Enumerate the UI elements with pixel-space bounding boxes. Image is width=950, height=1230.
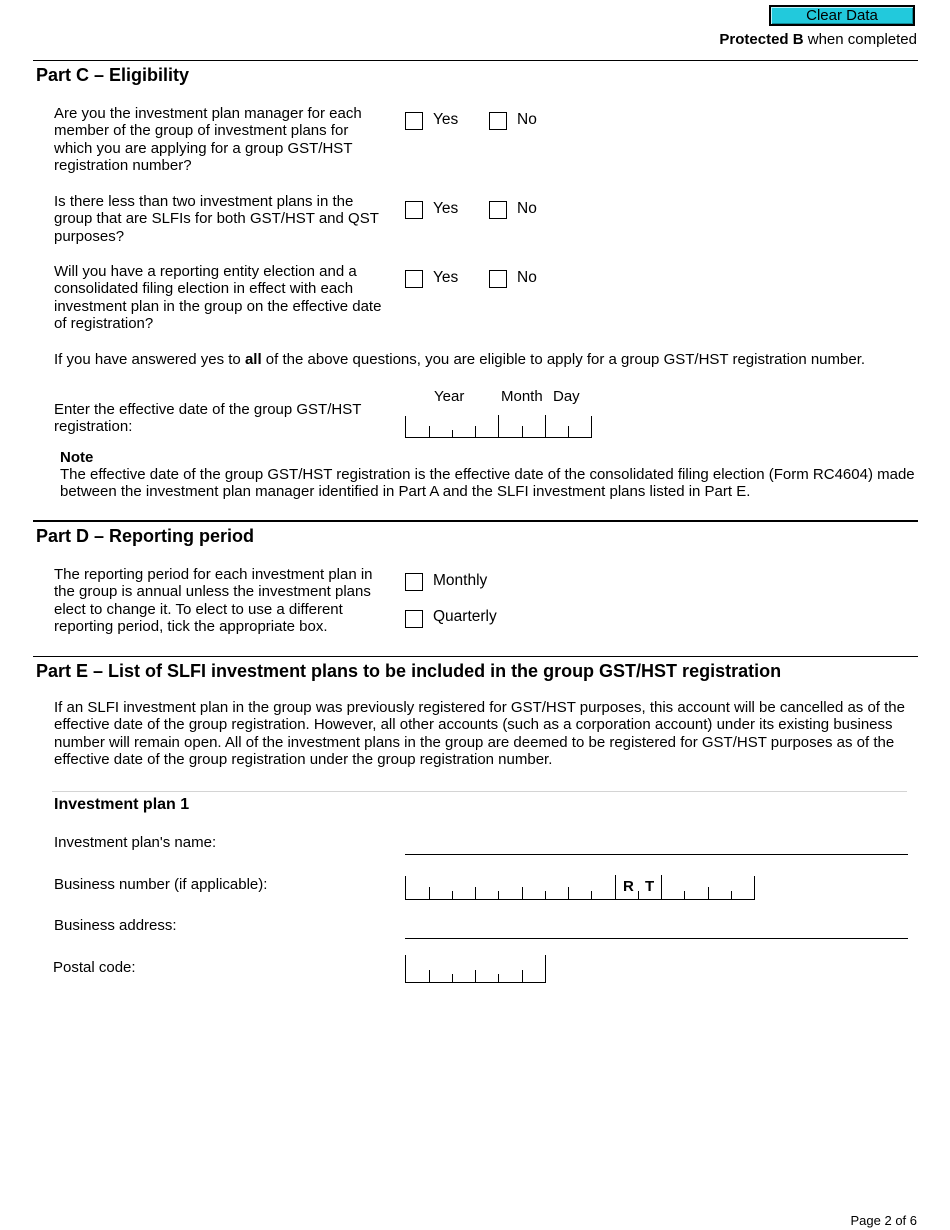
question-1-text: Are you the investment plan manager for each member of the group of investment plans for which you are applying for a group GST/HST registration number? [54, 105, 362, 174]
question-3-text: Will you have a reporting entity election and a consolidated filing election in effect with each investment plan in the group on the effective date of registration? [54, 263, 382, 332]
monthly-checkbox[interactable] [405, 573, 423, 591]
note-title: Note [60, 449, 94, 466]
question-1-yes-label: Yes [433, 111, 459, 128]
clear-data-button[interactable]: Clear Data [769, 5, 915, 26]
business-number-input[interactable] [405, 876, 755, 900]
bn-t-letter: T [645, 878, 655, 895]
day-label: Day [553, 388, 580, 405]
business-address-label: Business address: [54, 917, 177, 934]
note-text: The effective date of the group GST/HST registration is the effective date of the consolidated filing election (Form RC4604) made between the investment plan manager identified in Part A and the SLFI investment plans listed in Part E. [60, 466, 915, 501]
effective-date-label: Enter the effective date of the group GST/HST registration: [54, 401, 362, 436]
question-1-no-checkbox[interactable] [489, 112, 507, 130]
question-2-text: Is there less than two investment plans in the group that are SLFIs for both GST/HST and QST purposes? [54, 193, 379, 245]
eligibility-text-before: If you have answered yes to [54, 351, 245, 368]
question-3-yes-label: Yes [433, 269, 459, 286]
question-2-yes-checkbox[interactable] [405, 201, 423, 219]
business-address-input[interactable] [405, 922, 908, 939]
quarterly-checkbox[interactable] [405, 610, 423, 628]
protected-b-suffix: when completed [803, 31, 917, 48]
question-1-yes-checkbox[interactable] [405, 112, 423, 130]
protected-b-notice [719, 31, 917, 48]
protected-b-label: Protected B [719, 31, 804, 48]
page-number: Page 2 of 6 [850, 1213, 917, 1228]
question-3-no-checkbox[interactable] [489, 270, 507, 288]
business-number-label: Business number (if applicable): [54, 876, 268, 893]
bn-r-letter: R [623, 878, 634, 895]
investment-plan-title: Investment plan 1 [54, 796, 190, 813]
part-c-title: Part C – Eligibility [36, 65, 190, 85]
question-3-yes-checkbox[interactable] [405, 270, 423, 288]
question-3-no-label: No [517, 269, 537, 286]
monthly-label: Monthly [433, 572, 488, 589]
question-2-no-label: No [517, 200, 537, 217]
eligibility-statement [54, 351, 914, 368]
part-d-title: Part D – Reporting period [36, 526, 255, 546]
year-label: Year [434, 388, 465, 405]
divider [33, 656, 918, 657]
divider [33, 520, 918, 522]
eligibility-text-bold: all [244, 351, 262, 368]
question-1-no-label: No [517, 111, 537, 128]
divider [52, 791, 907, 792]
question-2-yes-label: Yes [433, 200, 459, 217]
month-label: Month [501, 388, 543, 405]
postal-code-input[interactable] [405, 955, 546, 983]
effective-date-input[interactable] [405, 416, 592, 438]
question-2-no-checkbox[interactable] [489, 201, 507, 219]
divider [33, 60, 918, 61]
postal-code-label: Postal code: [53, 959, 136, 976]
plan-name-label: Investment plan's name: [54, 834, 217, 851]
plan-name-input[interactable] [405, 838, 908, 855]
reporting-period-text: The reporting period for each investment plan in the group is annual unless the investment plans elect to change it. To elect to use a different reporting period, tick the appropriate box. [54, 566, 373, 635]
quarterly-label: Quarterly [433, 608, 497, 625]
part-e-text: If an SLFI investment plan in the group was previously registered for GST/HST purposes, this account will be cancelled as of the effective date of the group registration. However, all other accounts (such as a corporation account) under its existing business number will remain open. All of the investment plans in the group are deemed to be registered for GST/HST purposes as of the effective date of the group registration under the group registration number. [54, 699, 905, 768]
part-e-title: Part E – List of SLFI investment plans to be included in the group GST/HST registration [36, 661, 782, 681]
eligibility-text-after: of the above questions, you are eligible to apply for a group GST/HST registration number. [261, 351, 866, 368]
